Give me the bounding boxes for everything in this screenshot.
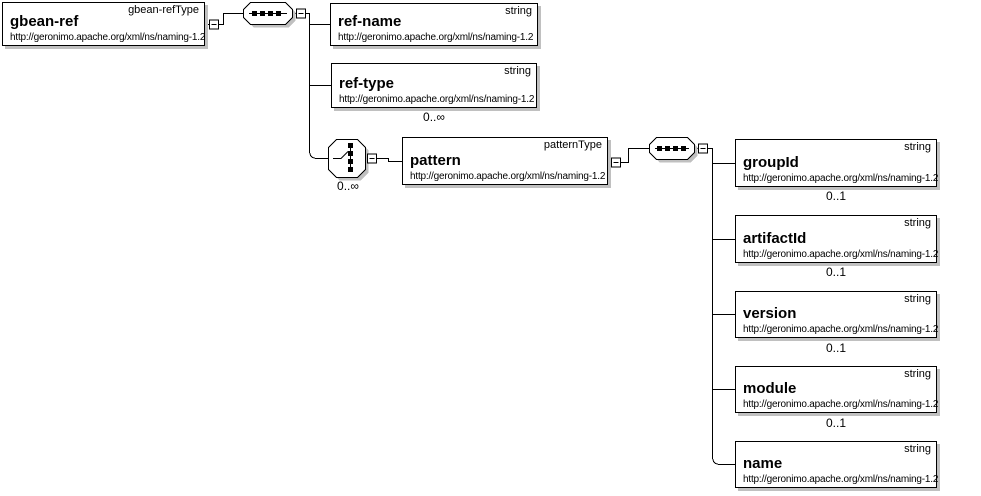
type-label: string	[504, 65, 531, 77]
sequence-icon-2[interactable]	[650, 138, 698, 163]
element-box-version[interactable]	[735, 291, 937, 338]
element-box-gbean-ref[interactable]	[2, 2, 205, 46]
occurrence-label-ref-type: 0..∞	[423, 110, 445, 124]
type-label: gbean-refType	[128, 4, 199, 16]
element-box-artifactId[interactable]	[735, 215, 937, 263]
wire-toggle-sequence-2	[621, 149, 650, 163]
element-name: groupId	[743, 154, 799, 171]
namespace-label: http://geronimo.apache.org/xml/ns/naming-1.2	[743, 249, 939, 260]
type-label: string	[904, 141, 931, 153]
wire-trunk-2	[708, 149, 736, 465]
namespace-label: http://geronimo.apache.org/xml/ns/naming-1.2	[10, 32, 206, 43]
namespace-label: http://geronimo.apache.org/xml/ns/naming-1.2	[338, 32, 534, 43]
wire-toggle-sequence	[219, 14, 244, 25]
element-name: gbean-ref	[10, 13, 79, 30]
type-label: string	[505, 5, 532, 17]
occurrence-label-module: 0..1	[825, 416, 846, 430]
element-name: name	[743, 455, 783, 472]
type-label: string	[904, 368, 931, 380]
element-name: version	[743, 305, 797, 322]
element-box-module[interactable]	[735, 366, 937, 413]
element-box-pattern[interactable]	[402, 137, 608, 185]
element-box-name[interactable]	[735, 441, 937, 488]
element-box-ref-name[interactable]	[330, 3, 538, 46]
occurrence-label-artifactId: 0..1	[825, 265, 846, 279]
occurrence-label-groupId: 0..1	[825, 189, 846, 203]
occurrence-label-choice: 0..∞	[337, 179, 359, 193]
namespace-label: http://geronimo.apache.org/xml/ns/naming-1.2	[410, 171, 606, 182]
choice-icon[interactable]	[329, 140, 369, 181]
element-box-groupId[interactable]	[735, 139, 937, 187]
element-name: ref-name	[338, 13, 402, 30]
element-name: pattern	[410, 152, 461, 169]
collapse-toggle-choice[interactable]	[368, 154, 377, 163]
type-label: string	[904, 217, 931, 229]
namespace-label: http://geronimo.apache.org/xml/ns/naming-1.2	[339, 94, 535, 105]
namespace-label: http://geronimo.apache.org/xml/ns/naming-1.2	[743, 474, 939, 485]
wire-pattern	[377, 159, 403, 162]
collapse-toggle-sequence-2[interactable]	[699, 144, 708, 153]
element-name: ref-type	[339, 75, 395, 92]
element-box-ref-type[interactable]	[331, 63, 537, 108]
namespace-label: http://geronimo.apache.org/xml/ns/naming-1.2	[743, 399, 939, 410]
namespace-label: http://geronimo.apache.org/xml/ns/naming-1.2	[743, 173, 939, 184]
collapse-toggle-sequence[interactable]	[297, 9, 306, 18]
element-name: module	[743, 380, 797, 397]
collapse-toggle-pattern[interactable]	[612, 158, 621, 167]
sequence-icon[interactable]	[244, 3, 296, 28]
element-name: artifactId	[743, 230, 807, 247]
occurrence-label-version: 0..1	[825, 341, 846, 355]
type-label: string	[904, 293, 931, 305]
type-label: string	[904, 443, 931, 455]
namespace-label: http://geronimo.apache.org/xml/ns/naming-1.2	[743, 324, 939, 335]
type-label: patternType	[543, 139, 602, 151]
collapse-toggle-root[interactable]	[210, 20, 219, 29]
